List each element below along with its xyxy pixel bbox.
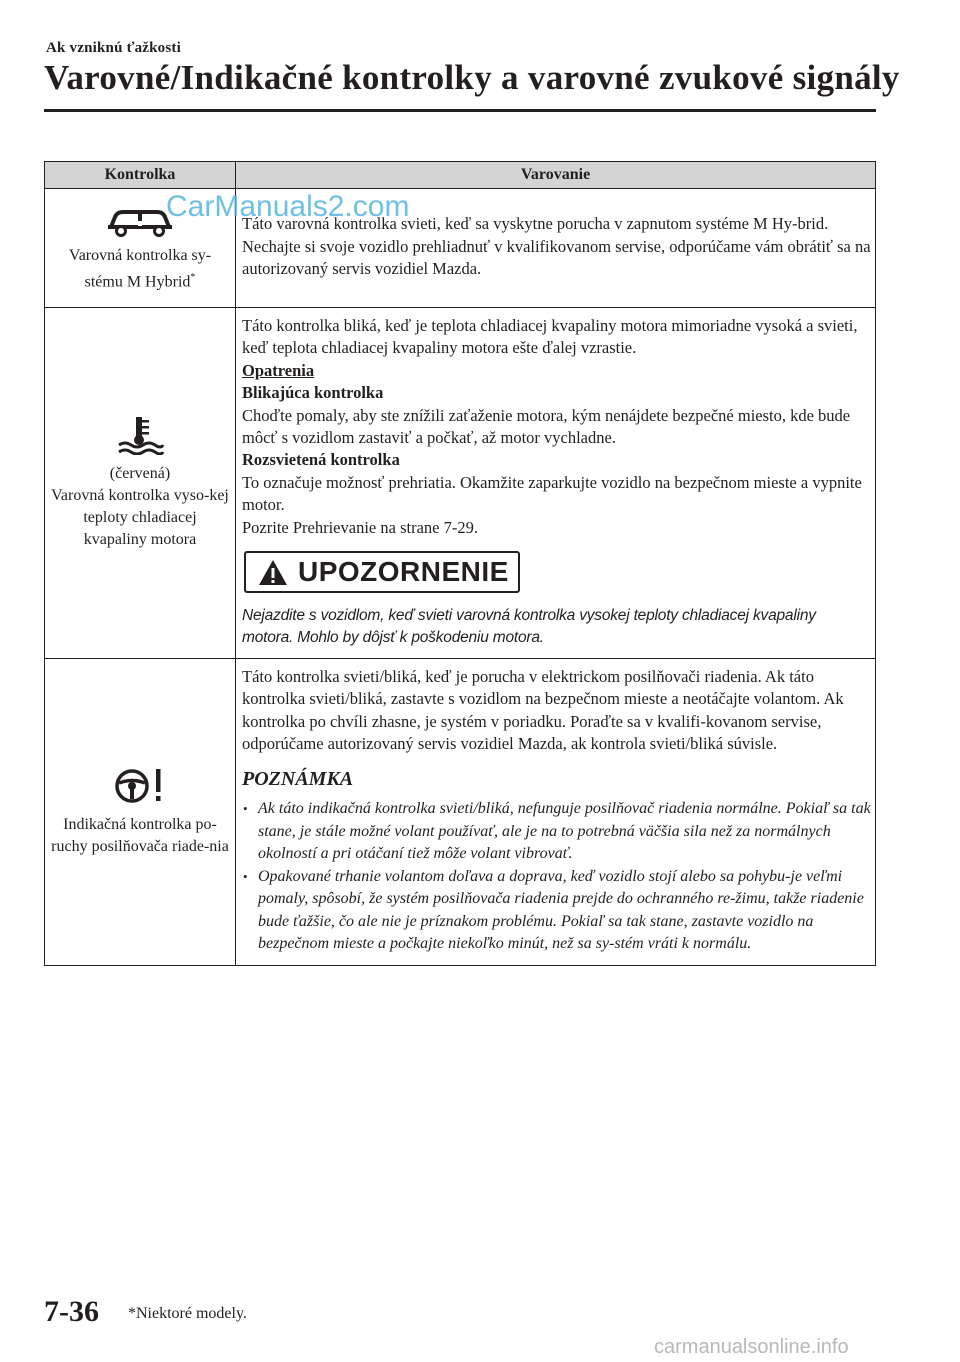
indicator-cell xyxy=(45,659,236,966)
warning-cell xyxy=(236,308,876,659)
warning-lights-table xyxy=(44,161,876,966)
warning-triangle-icon xyxy=(258,559,288,586)
lit-heading: Rozsvietená kontrolka xyxy=(242,450,400,470)
warning-cell xyxy=(236,659,876,966)
column-header-warning: Varovanie xyxy=(236,162,876,189)
indicator-label: Varovná kontrolka sy-stému M Hybrid* xyxy=(68,246,212,291)
watermark-bottom: carmanualsonline.info xyxy=(654,1336,849,1358)
footnote: *Niektoré modely. xyxy=(128,1305,247,1322)
title-rule xyxy=(44,109,876,112)
footnote-mark: * xyxy=(190,271,196,283)
indicator-label: Indikačná kontrolka po-ruchy posilňovača riade-nia xyxy=(51,815,229,855)
caution-text: Nejazdite s vozidlom, keď svieti varovná kontrolka vysokej teploty chladiacej kvapaliny motora. Mohlo by dôjsť k poškodeniu motora. xyxy=(242,607,816,647)
warning-text: Táto kontrolka svieti/bliká, keď je porucha v elektrickom posilňovači riadenia. Ak táto kontrolka svieti/bliká, zastavte s vozidlom na bezpečnom mieste a neotáčajte volantom. Ak kontrolka po chvíli zhasne, je systém v poriadku. Poraďte sa v kvalifi-kovanom servise, odporúčame autorizovaný servis vozidiel Mazda, ak kontrola svieti/bliká súvisle. xyxy=(242,667,844,754)
measures-heading: Opatrenia xyxy=(242,360,315,380)
blinking-heading: Blikajúca kontrolka xyxy=(242,383,384,403)
section-label: Ak vzniknú ťažkosti xyxy=(46,40,181,56)
note-list xyxy=(242,798,871,956)
caution-label: UPOZORNENIE xyxy=(298,555,509,587)
blinking-text: Choďte pomaly, aby ste znížili zaťaženie motora, kým nenájdete bezpečné miesto, kde bude môcť s vozidlom zastaviť a počkať, až motor vychladne. xyxy=(242,405,851,448)
indicator-label: Varovná kontrolka vyso-kej teploty chladiacej kvapaliny motora xyxy=(51,487,229,549)
note-heading: POZNÁMKA xyxy=(242,767,354,790)
table-header-row xyxy=(45,162,876,189)
caution-banner xyxy=(244,551,520,593)
page-number: 7-36 xyxy=(44,1295,99,1328)
coolant-temperature-icon xyxy=(115,415,165,455)
watermark-top: CarManuals2.com xyxy=(166,190,410,223)
note-item: • Ak táto indikačná kontrolka svieti/bliká, nefunguje posilňovač riadenia normálne. Pokiaľ sa tak stane, je stále možné volant používať, ale je na to potrebná väčšia sila než za normálnych okolností a pri otáčaní tiež môže volant vibrovať. xyxy=(242,798,871,866)
page-title: Varovné/Indikačné kontrolky a varovné zvukové signály xyxy=(44,58,900,97)
table-row xyxy=(45,659,876,966)
warning-text: Táto kontrolka bliká, keď je teplota chladiacej kvapaliny motora mimoriadne vysoká a svieti, keď teplota chladiacej kvapaliny motora ešte ďalej vzrastie. xyxy=(242,316,858,358)
indicator-cell xyxy=(45,308,236,659)
column-header-indicator: Kontrolka xyxy=(45,162,236,189)
car-warning-icon xyxy=(105,203,175,237)
table-row xyxy=(45,308,876,659)
indicator-color-label: (červená) xyxy=(109,465,171,483)
reference-text: Pozrite Prehrievanie na strane 7-29. xyxy=(242,517,478,537)
lit-text: To označuje možnosť prehriatia. Okamžite zaparkujte vozidlo na bezpečnom mieste a vypnite motor. xyxy=(242,472,862,515)
note-item: • Opakované trhanie volantom doľava a doprava, keď vozidlo stojí alebo sa pohybu-je veľmi pomaly, spôsobí, že systém posilňovača riadenia prejde do ochranného re-žimu, takže riadenie bude ťažšie, čo ale nie je príznakom problému. Pokiaľ sa tak stane, zastavte vozidlo na bezpečnom mieste a počkajte niekoľko minút, než sa sy-stém vráti k normálu. xyxy=(242,866,871,956)
warning-text: Táto varovná kontrolka svieti, keď sa vyskytne porucha v zapnutom systéme M Hy-brid. Nechajte si svoje vozidlo prehliadnuť v kvalifikovanom servise, odporúčame vám obrátiť sa na autorizovaný servis vozidiel Mazda. xyxy=(242,214,871,279)
power-steering-warning-icon xyxy=(114,766,166,806)
